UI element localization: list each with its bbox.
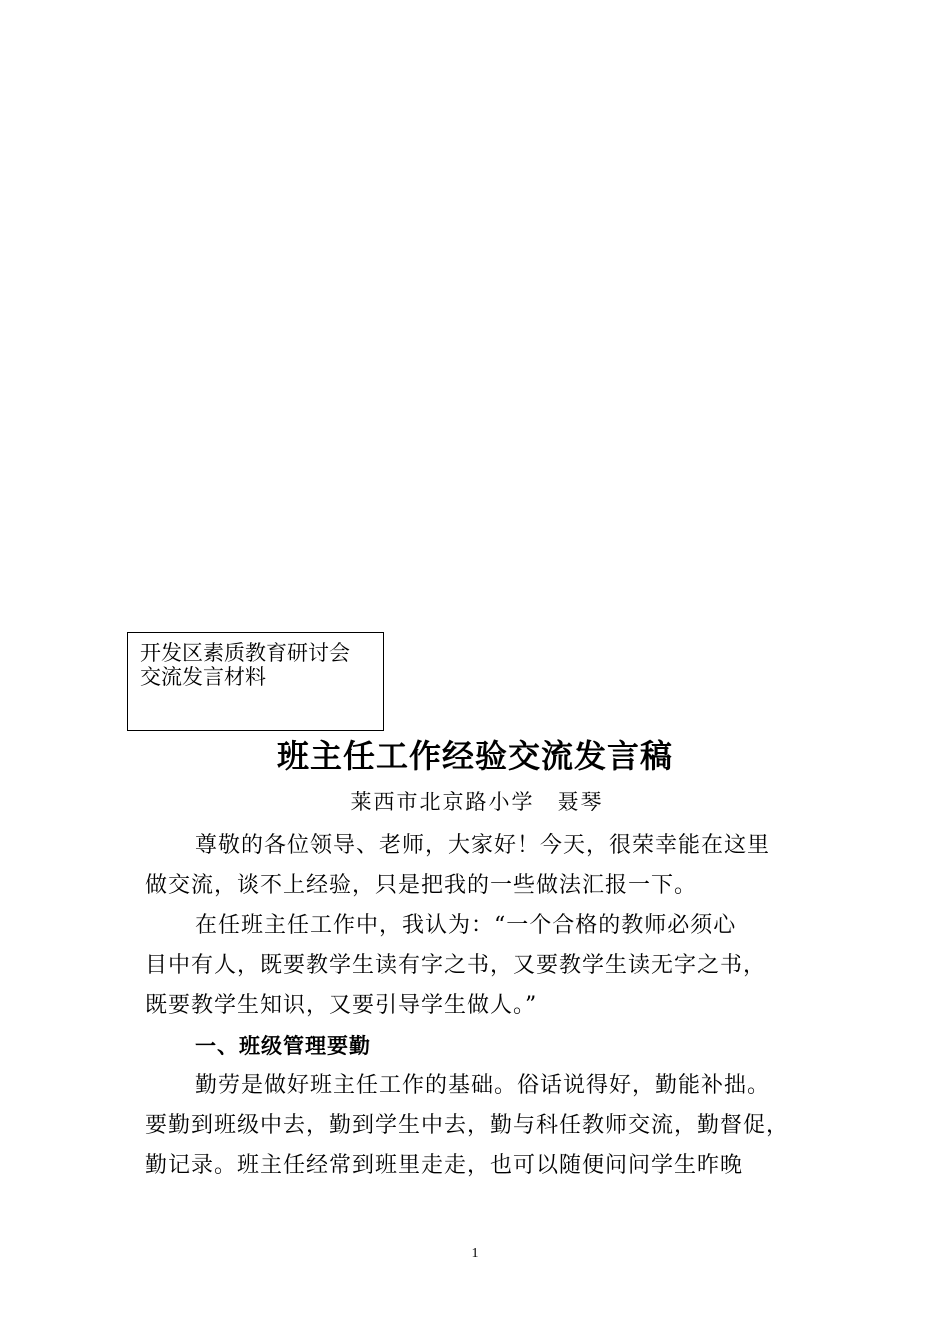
paragraph-diligence — [145, 1066, 810, 1186]
paragraph-line: 做交流，谈不上经验，只是把我的一些做法汇报一下。 — [145, 873, 698, 898]
paragraph-line: 尊敬的各位领导、老师，大家好！今天，很荣幸能在这里 — [195, 833, 771, 858]
document-title: 班主任工作经验交流发言稿 — [276, 737, 673, 775]
author-byline: 莱西市北京路小学 聂琴 — [350, 790, 604, 814]
paragraph-line: 要勤到班级中去，勤到学生中去，勤与科任教师交流，勤督促， — [145, 1113, 790, 1138]
paragraph-line: 勤记录。班主任经常到班里走走，也可以随便问问学生昨晚 — [145, 1153, 744, 1178]
paragraph-line: 既要教学生知识，又要引导学生做人。” — [145, 993, 538, 1018]
meeting-label-line-2: 交流发言材料 — [140, 665, 266, 689]
paragraph-belief — [145, 906, 810, 1026]
paragraph-line: 勤劳是做好班主任工作的基础。俗话说得好，勤能补拙。 — [195, 1073, 771, 1098]
paragraph-greeting — [145, 826, 810, 906]
paragraph-line: 在任班主任工作中，我认为：“一个合格的教师必须心 — [195, 913, 737, 938]
meeting-label-line-1: 开发区素质教育研讨会 — [140, 641, 350, 665]
paragraph-line: 目中有人，既要教学生读有字之书，又要教学生读无字之书， — [145, 953, 767, 978]
meeting-label-box — [127, 632, 384, 731]
document-body — [145, 826, 810, 1186]
page-number: 1 — [471, 1246, 479, 1261]
section-heading: 一、班级管理要勤 — [195, 1034, 371, 1058]
